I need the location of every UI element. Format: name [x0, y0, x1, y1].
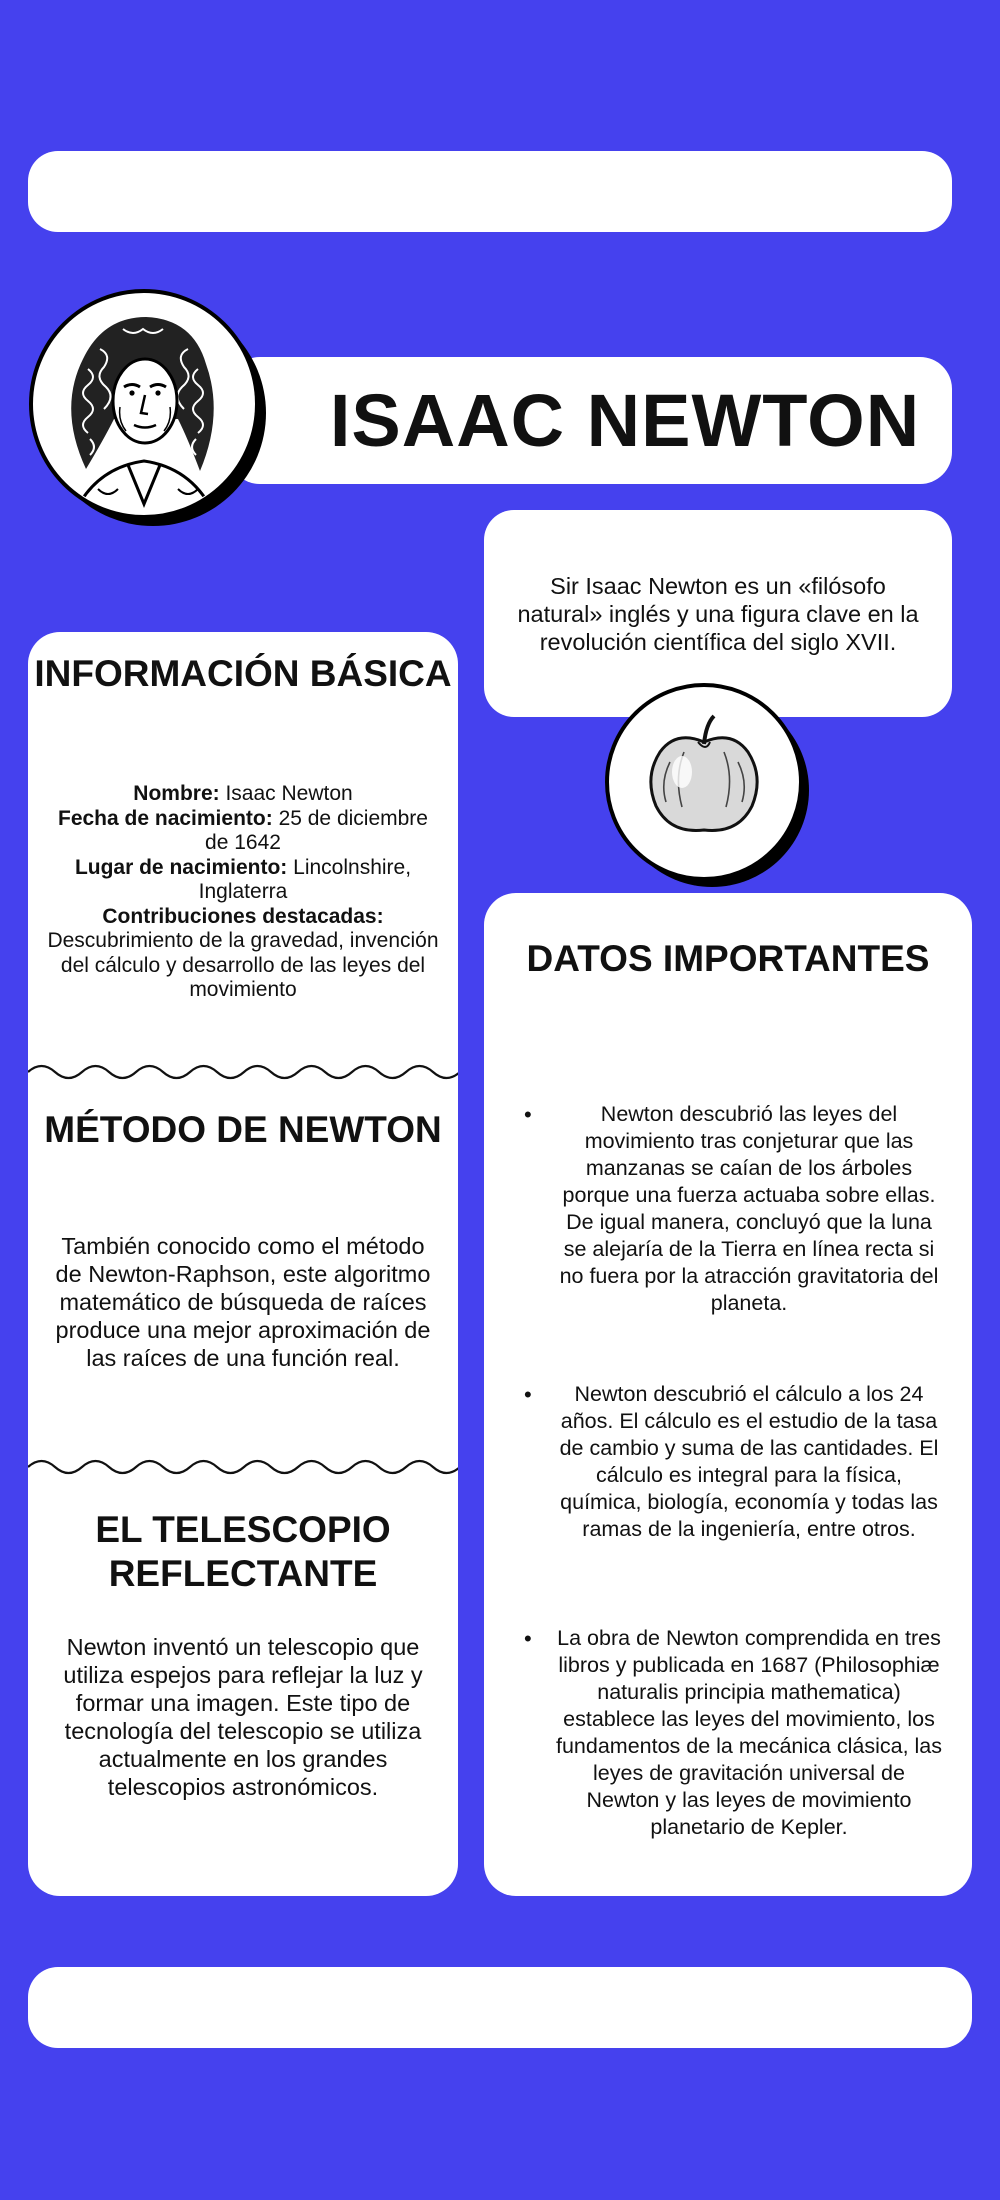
- info-item-birthplace: [46, 856, 440, 905]
- basic-info-title: INFORMACIÓN BÁSICA: [34, 653, 452, 694]
- method-title: MÉTODO DE NEWTON: [44, 1109, 442, 1150]
- telescope-title: EL TELESCOPIO REFLECTANTE: [95, 1509, 391, 1594]
- page-title: ISAAC NEWTON: [329, 379, 921, 462]
- telescope-text: Newton inventó un telescopio que utiliza espejos para reflejar la luz y formar una imagen. Este tipo de tecnología del telescopio se utiliza actualmente en los grandes telescopios astronómicos.: [63, 1634, 423, 1800]
- fact-text: Newton descubrió las leyes del movimiento tras conjeturar que las manzanas se caían de los árboles porque una fuerza actuaba sobre ellas. De igual manera, concluyó que la luna se alejaría de la Tierra en línea recta si no fuera por la atracción gravitatoria del planeta.: [559, 1102, 939, 1315]
- info-label: Fecha de nacimiento:: [58, 806, 273, 830]
- title-card: [228, 357, 952, 484]
- fact-item: [524, 1625, 944, 1841]
- bullet-icon: •: [524, 1382, 532, 1407]
- info-item-name: [46, 782, 440, 807]
- facts-title: DATOS IMPORTANTES: [526, 938, 930, 979]
- left-info-card: [28, 632, 458, 1896]
- bottom-banner: [28, 1967, 972, 2048]
- info-value: 25 de diciembre de 1642: [205, 806, 428, 854]
- bullet-icon: •: [524, 1102, 532, 1127]
- method-text: También conocido como el método de Newton-Raphson, este algoritmo matemático de búsqueda de raíces produce una mejor aproximación de las raíces de una función real.: [55, 1233, 431, 1371]
- fact-item: [524, 1381, 944, 1543]
- wave-divider: [28, 1455, 458, 1479]
- info-item-birthdate: [46, 807, 440, 856]
- fact-text: Newton descubrió el cálculo a los 24 años. El cálculo es el estudio de la tasa de cambio y suma de las cantidades. El cálculo es integral para la física, química, biología, economía y todas las ramas de la ingeniería, entre otros.: [559, 1382, 939, 1541]
- bullet-icon: •: [524, 1626, 532, 1651]
- wave-divider: [28, 1060, 458, 1084]
- fact-item: [524, 1101, 944, 1317]
- info-label: Lugar de nacimiento:: [74, 855, 288, 879]
- apple-icon: [604, 682, 810, 888]
- fact-text: La obra de Newton comprendida en tres libros y publicada en 1687 (Philosophiæ naturalis principia mathematica) establece las leyes del movimiento, los fundamentos de la mecánica clásica, las leyes de gravitación universal de Newton y las leyes de movimiento planetario de Kepler.: [555, 1626, 942, 1839]
- info-value: Isaac Newton: [225, 782, 353, 805]
- basic-info-list: [46, 782, 440, 1003]
- info-value: Lincolnshire, Inglaterra: [198, 855, 412, 903]
- info-label: Nombre:: [133, 782, 220, 805]
- newton-portrait-icon: [28, 289, 266, 527]
- info-label: Contribuciones destacadas:: [102, 904, 384, 928]
- intro-text: Sir Isaac Newton es un «filósofo natural» inglés y una figura clave en la revolución científica del siglo XVII.: [517, 572, 919, 655]
- info-value: Descubrimiento de la gravedad, invención del cálculo y desarrollo de las leyes del movimiento: [47, 929, 439, 1001]
- top-banner: [28, 151, 952, 232]
- info-item-contributions: [46, 905, 440, 1003]
- facts-card: [484, 893, 972, 1896]
